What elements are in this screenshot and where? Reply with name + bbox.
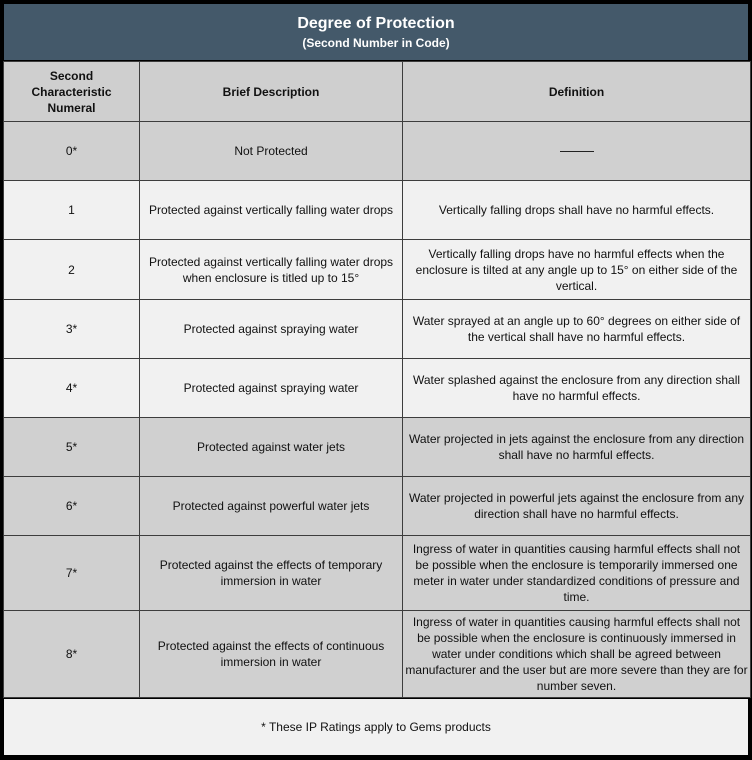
table-row: [4, 418, 751, 477]
definition-cell: Vertically falling drops shall have no harmful effects.: [403, 181, 751, 240]
table-row: [4, 611, 751, 698]
column-header-numeral: Second Characteristic Numeral: [4, 62, 140, 122]
numeral-cell: 7*: [4, 536, 140, 611]
table-row: [4, 359, 751, 418]
table-row: [4, 181, 751, 240]
definition-cell: [403, 122, 751, 181]
definition-cell: Water projected in powerful jets against the enclosure from any direction shall have no harmful effects.: [403, 477, 751, 536]
numeral-cell: 2: [4, 240, 140, 300]
brief-description-cell: Protected against the effects of temporary immersion in water: [140, 536, 403, 611]
brief-description-cell: Protected against vertically falling water drops: [140, 181, 403, 240]
numeral-cell: 4*: [4, 359, 140, 418]
protection-table: [3, 61, 751, 698]
numeral-cell: 0*: [4, 122, 140, 181]
no-definition-dash: [560, 151, 594, 152]
table-row: [4, 122, 751, 181]
column-header-brief: Brief Description: [140, 62, 403, 122]
footnote: * These IP Ratings apply to Gems products: [4, 699, 748, 755]
table-row: [4, 240, 751, 300]
definition-cell: Water splashed against the enclosure from any direction shall have no harmful effects.: [403, 359, 751, 418]
page-title: Degree of Protection: [297, 15, 455, 32]
column-header-definition: Definition: [403, 62, 751, 122]
table-header: [4, 4, 748, 60]
brief-description-cell: Protected against spraying water: [140, 300, 403, 359]
numeral-cell: 8*: [4, 611, 140, 698]
numeral-cell: 6*: [4, 477, 140, 536]
definition-cell: Ingress of water in quantities causing harmful effects shall not be possible when the enclosure is temporarily immersed one meter in water under standardized conditions of pressure and time.: [403, 536, 751, 611]
table-row: [4, 477, 751, 536]
table-row: [4, 300, 751, 359]
page-subtitle: (Second Number in Code): [302, 36, 450, 50]
definition-cell: Water projected in jets against the enclosure from any direction shall have no harmful effects.: [403, 418, 751, 477]
table-row: [4, 536, 751, 611]
brief-description-cell: Protected against water jets: [140, 418, 403, 477]
brief-description-cell: Not Protected: [140, 122, 403, 181]
brief-description-cell: Protected against spraying water: [140, 359, 403, 418]
numeral-cell: 5*: [4, 418, 140, 477]
numeral-cell: 3*: [4, 300, 140, 359]
definition-cell: Vertically falling drops have no harmful effects when the enclosure is tilted at any angle up to 15° on either side of the vertical.: [403, 240, 751, 300]
brief-description-cell: Protected against the effects of continuous immersion in water: [140, 611, 403, 698]
numeral-cell: 1: [4, 181, 140, 240]
definition-cell: Ingress of water in quantities causing harmful effects shall not be possible when the enclosure is continuously immersed in water under conditions which shall be agreed between manufacturer and the user but are more severe than they are for number seven.: [403, 611, 751, 698]
definition-cell: Water sprayed at an angle up to 60° degrees on either side of the vertical shall have no harmful effects.: [403, 300, 751, 359]
brief-description-cell: Protected against powerful water jets: [140, 477, 403, 536]
brief-description-cell: Protected against vertically falling water drops when enclosure is titled up to 15°: [140, 240, 403, 300]
